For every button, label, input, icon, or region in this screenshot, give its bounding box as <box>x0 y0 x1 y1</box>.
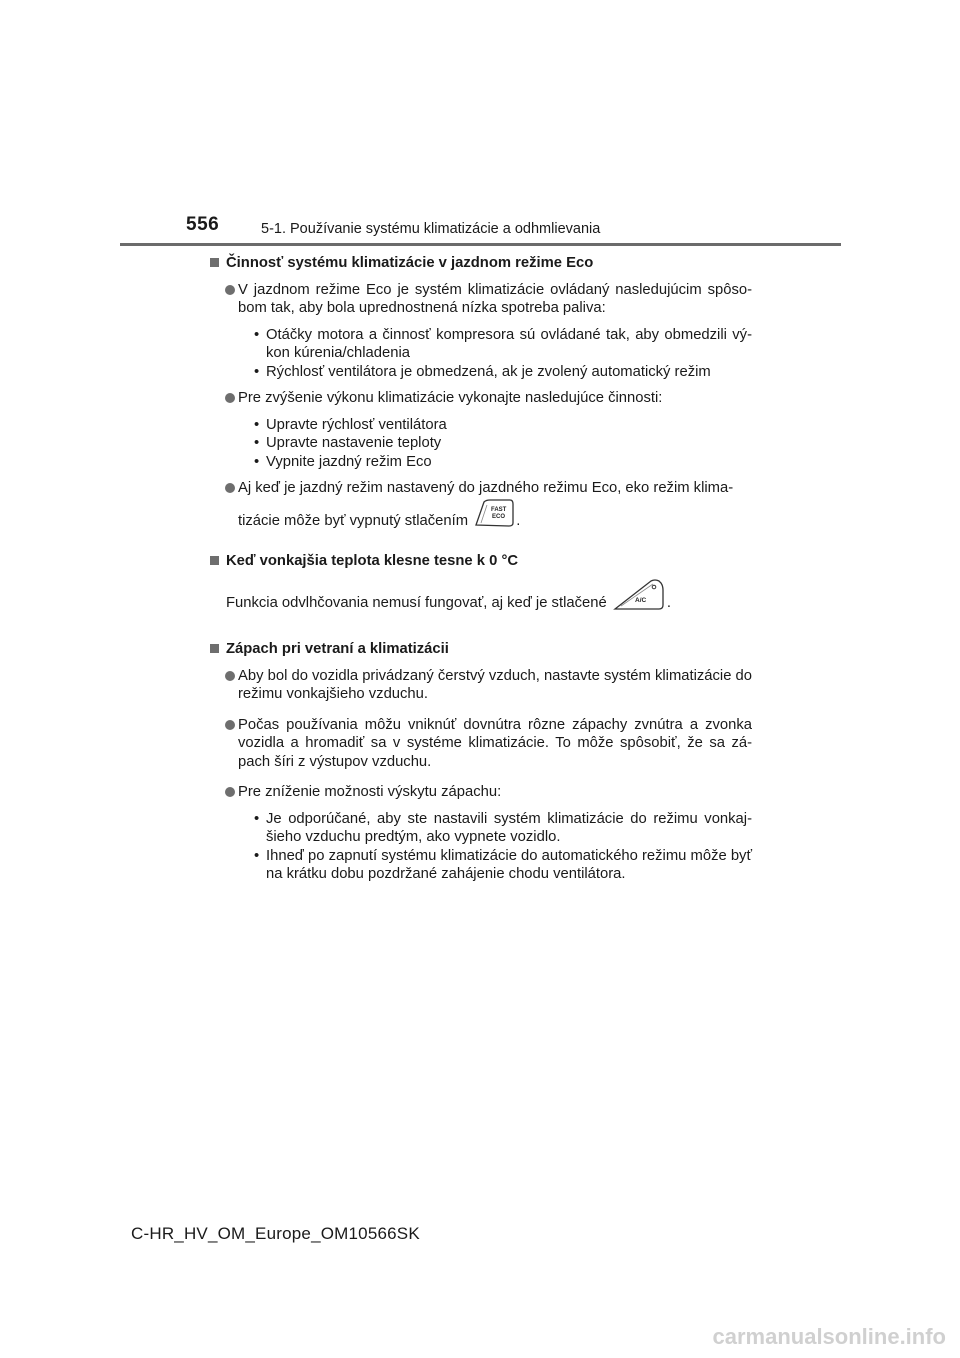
section-odor <box>210 640 752 884</box>
bullet-list <box>210 326 752 382</box>
list-item: • Upravte nastavenie teploty <box>254 435 442 451</box>
list-item: • Otáčky motora a činnosť kompresora sú ovládané tak, aby obmedzili vý-kon kúrenia/chladenia <box>254 326 752 361</box>
section-heading: Činnosť systému klimatizácie v jazdnom režime Eco <box>210 254 752 273</box>
paragraph: V jazdnom režime Eco je systém klimatizácie ovládaný nasledujúcim spôso-bom tak, aby bola uprednostnená nízka spotreba paliva: <box>210 281 752 318</box>
page-number: 556 <box>186 214 220 235</box>
list-item: • Rýchlosť ventilátora je obmedzená, ak je zvolený automatický režim <box>254 363 711 380</box>
footer-code: C-HR_HV_OM_Europe_OM10566SK <box>131 1224 420 1243</box>
circle-bullet-icon <box>225 720 235 730</box>
circle-bullet-icon <box>225 787 235 797</box>
ac-button-icon <box>611 578 667 628</box>
square-bullet-icon <box>210 556 219 565</box>
section-heading: Zápach pri vetraní a klimatizácii <box>210 640 752 659</box>
chapter-title: 5-1. Používanie systému klimatizácie a odhmlievania <box>261 221 601 237</box>
circle-bullet-icon <box>225 671 235 681</box>
fast-eco-button-icon <box>472 498 516 544</box>
bullet-list <box>210 810 752 884</box>
svg-text:FAST: FAST <box>491 506 507 513</box>
paragraph: Funkcia odvlhčovania nemusí fungovať, aj keď je stlačené A/C . <box>210 578 752 628</box>
svg-text:ECO: ECO <box>492 513 506 520</box>
section-heading: Keď vonkajšia teplota klesne tesne k 0 °C <box>210 552 752 571</box>
section-cold <box>210 552 752 629</box>
icon-line: tizácie môže byť vypnutý stlačením FAST ECO . <box>238 498 752 544</box>
square-bullet-icon <box>210 258 219 267</box>
paragraph: Aj keď je jazdný režim nastavený do jazdného režimu Eco, eko režim klima- tizácie môže byť vypnutý stlačením FAST ECO . <box>210 479 752 544</box>
circle-bullet-icon <box>225 285 235 295</box>
list-item: • Upravte rýchlosť ventilátora <box>254 416 447 433</box>
page-content <box>210 254 752 892</box>
list-item: • Je odporúčané, aby ste nastavili systém klimatizácie do režimu vonkaj-šieho vzduchu predtým, ako vypnete vozidlo. <box>254 810 752 845</box>
list-item: • Ihneď po zapnutí systému klimatizácie do automatického režimu môže byť na krátku dobu pozdržané zahájenie chodu ventilátora. <box>254 847 752 882</box>
list-item: • Vypnite jazdný režim Eco <box>254 453 432 470</box>
paragraph: Počas používania môžu vniknúť dovnútra rôzne zápachy zvnútra a zvonka vozidla a hromadiť sa v systéme klimatizácie. To môže spôsobiť, že sa zá-pach šíri z výstupov vzduchu. <box>210 716 752 772</box>
circle-bullet-icon <box>225 483 235 493</box>
section-eco <box>210 254 752 544</box>
bullet-list <box>210 416 752 472</box>
paragraph: Pre zvýšenie výkonu klimatizácie vykonajte nasledujúce činnosti: <box>210 389 752 408</box>
watermark: carmanualsonline.info <box>712 1324 946 1349</box>
svg-text:A/C: A/C <box>634 597 647 604</box>
paragraph: Pre zníženie možnosti výskytu zápachu: <box>210 783 752 802</box>
paragraph: Aby bol do vozidla privádzaný čerstvý vzduch, nastavte systém klimatizácie do režimu vonkajšieho vzduchu. <box>210 667 752 704</box>
header-rule <box>120 243 841 246</box>
circle-bullet-icon <box>225 393 235 403</box>
square-bullet-icon <box>210 644 219 653</box>
